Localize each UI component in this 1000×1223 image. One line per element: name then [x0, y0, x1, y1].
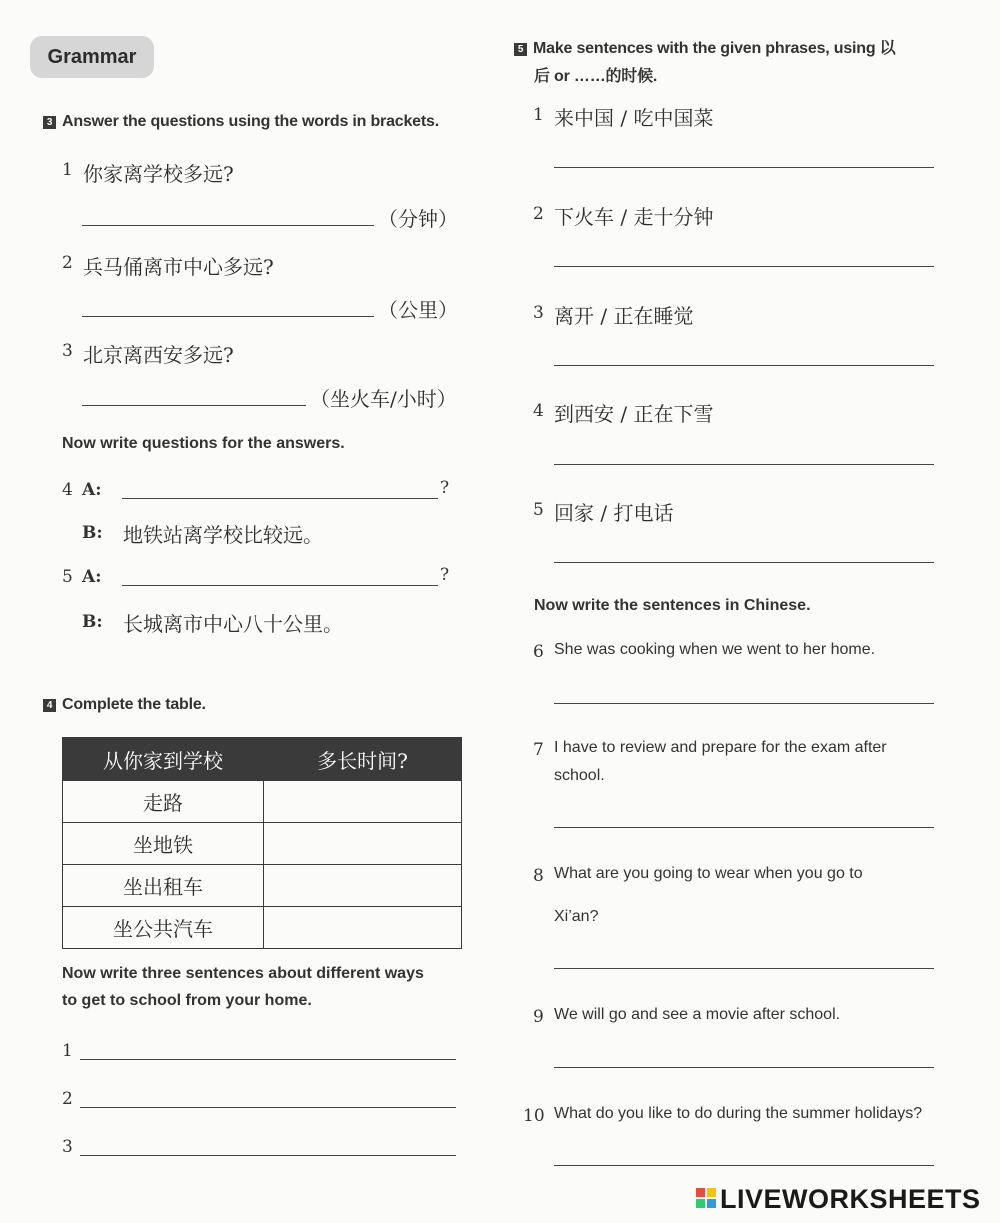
sentence-9-number: 9	[533, 1007, 544, 1027]
phrase-2-text: 下火车 / 走十分钟	[554, 205, 714, 229]
q1-question: 你家离学校多远?	[83, 162, 234, 186]
section-4-number: 4	[43, 699, 56, 712]
table-row	[63, 865, 462, 907]
ways-table	[62, 737, 462, 949]
q2-question: 兵马俑离市中心多远?	[83, 255, 274, 279]
phrase-5-text: 回家 / 打电话	[554, 501, 674, 525]
table-cell-mode: 坐出租车	[63, 865, 264, 907]
table-cell-time-input[interactable]	[264, 781, 462, 823]
section-5-number: 5	[514, 43, 527, 56]
q5-question-line[interactable]	[122, 585, 438, 586]
sentence-10-answer-line[interactable]	[554, 1165, 934, 1166]
sentence-8-number: 8	[533, 866, 544, 886]
sentence-7-text-line1: I have to review and prepare for the exam after	[554, 739, 887, 756]
phrase-4-answer-line[interactable]	[554, 464, 934, 465]
grammar-badge: Grammar	[30, 36, 154, 78]
sentence-6-answer-line[interactable]	[554, 703, 934, 704]
sentence-7-answer-line[interactable]	[554, 827, 934, 828]
section-3-subheading: Now write questions for the answers.	[62, 435, 345, 452]
phrase-3-number: 3	[533, 303, 544, 323]
table-cell-time-input[interactable]	[264, 907, 462, 949]
phrase-4-number: 4	[533, 401, 544, 421]
section-4-title	[43, 696, 206, 714]
liveworksheets-logo-icon	[696, 1188, 718, 1210]
table-cell-time-input[interactable]	[264, 823, 462, 865]
phrase-3-text: 离开 / 正在睡觉	[554, 304, 694, 328]
q1-number: 1	[62, 160, 73, 180]
sentence-1-number: 1	[62, 1041, 73, 1061]
section-3-number: 3	[43, 116, 56, 129]
q3-number: 3	[62, 341, 73, 361]
section-5-subheading: Now write the sentences in Chinese.	[534, 597, 811, 614]
sentence-7-number: 7	[533, 740, 544, 760]
q4-question-mark: ?	[440, 478, 450, 498]
q5-b-label: B:	[82, 612, 103, 632]
q1-hint: （分钟）	[378, 207, 458, 231]
q5-answer: 长城离市中心八十公里。	[123, 612, 343, 636]
sentence-6-number: 6	[533, 642, 544, 662]
phrase-5-answer-line[interactable]	[554, 562, 934, 563]
q3-question: 北京离西安多远?	[83, 343, 234, 367]
section-4-subheading-line1: Now write three sentences about different ways	[62, 965, 424, 982]
table-cell-time-input[interactable]	[264, 865, 462, 907]
sentence-9-answer-line[interactable]	[554, 1067, 934, 1068]
liveworksheets-logo-text: LIVEWORKSHEETS	[720, 1184, 981, 1214]
phrase-5-number: 5	[533, 500, 544, 520]
q4-number: 4	[62, 480, 73, 500]
table-cell-mode: 坐地铁	[63, 823, 264, 865]
phrase-3-answer-line[interactable]	[554, 365, 934, 366]
q3-hint: （坐火车/小时）	[310, 387, 457, 411]
section-3-title	[43, 113, 439, 131]
q5-number: 5	[62, 567, 73, 587]
sentence-10-text: What do you like to do during the summer holidays?	[554, 1105, 923, 1122]
q4-question-line[interactable]	[122, 498, 438, 499]
phrase-1-text: 来中国 / 吃中国菜	[554, 106, 714, 130]
sentence-3-line[interactable]	[80, 1155, 456, 1156]
table-row	[63, 823, 462, 865]
q3-answer-line[interactable]	[82, 405, 306, 406]
q2-number: 2	[62, 253, 73, 273]
phrase-2-answer-line[interactable]	[554, 266, 934, 267]
phrase-4-text: 到西安 / 正在下雪	[554, 402, 714, 426]
table-cell-mode: 坐公共汽车	[63, 907, 264, 949]
sentence-7-text-line2: school.	[554, 767, 605, 784]
table-header-row	[63, 738, 462, 781]
section-3-title-text: Answer the questions using the words in brackets.	[62, 113, 439, 130]
sentence-1-line[interactable]	[80, 1059, 456, 1060]
section-4-subheading-line2: to get to school from your home.	[62, 992, 312, 1009]
sentence-10-number: 10	[523, 1106, 545, 1126]
phrase-1-number: 1	[533, 105, 544, 125]
q2-answer-line[interactable]	[82, 316, 374, 317]
section-5-title-line1	[514, 35, 895, 58]
q4-b-label: B:	[82, 523, 103, 543]
sentence-9-text: We will go and see a movie after school.	[554, 1006, 841, 1023]
table-header-from-home: 从你家到学校	[63, 738, 264, 781]
section-4-title-text: Complete the table.	[62, 696, 206, 713]
q5-question-mark: ?	[440, 565, 450, 585]
phrase-2-number: 2	[533, 204, 544, 224]
liveworksheets-logo	[696, 1184, 981, 1215]
sentence-2-line[interactable]	[80, 1107, 456, 1108]
section-5-title-text: Make sentences with the given phrases, using 以	[533, 40, 896, 57]
sentence-8-text-line1: What are you going to wear when you go to	[554, 865, 863, 882]
section-5-title-line2: 后 or ……的时候.	[534, 68, 658, 85]
q1-answer-line[interactable]	[82, 225, 374, 226]
sentence-2-number: 2	[62, 1089, 73, 1109]
sentence-3-number: 3	[62, 1137, 73, 1157]
table-header-how-long: 多长时间?	[264, 738, 462, 781]
phrase-1-answer-line[interactable]	[554, 167, 934, 168]
table-row	[63, 907, 462, 949]
q2-hint: （公里）	[378, 298, 458, 322]
sentence-6-text: She was cooking when we went to her home.	[554, 641, 876, 658]
sentence-8-answer-line[interactable]	[554, 968, 934, 969]
sentence-8-text-line2: Xi’an?	[554, 908, 599, 925]
q5-a-label: A:	[82, 567, 102, 587]
table-cell-mode: 走路	[63, 781, 264, 823]
q4-answer: 地铁站离学校比较远。	[123, 523, 323, 547]
table-row	[63, 781, 462, 823]
q4-a-label: A:	[82, 480, 102, 500]
